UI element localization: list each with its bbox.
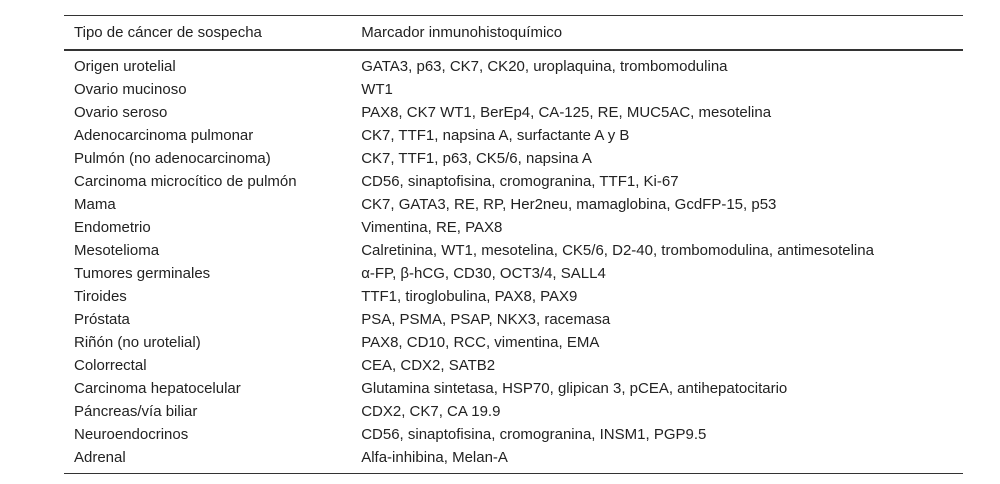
ihc-marker-cell: CK7, TTF1, p63, CK5/6, napsina A (361, 150, 592, 167)
immunohistochemistry-marker-table (64, 15, 963, 474)
ihc-marker-cell: CD56, sinaptofisina, cromogranina, TTF1, Ki-67 (361, 173, 679, 190)
ihc-marker-cell: CDX2, CK7, CA 19.9 (361, 403, 501, 420)
ihc-marker-cell: Alfa-inhibina, Melan-A (361, 449, 508, 466)
table-header (64, 16, 963, 51)
ihc-marker-cell: α-FP, β-hCG, CD30, OCT3/4, SALL4 (361, 265, 606, 282)
cancer-type-cell: Próstata (74, 311, 130, 328)
ihc-marker-cell: PAX8, CD10, RCC, vimentina, EMA (361, 334, 600, 351)
header-row (64, 16, 963, 51)
table-row (64, 262, 963, 285)
marker-table-container (64, 15, 963, 474)
cancer-type-cell: Ovario seroso (74, 104, 168, 121)
table-row (64, 193, 963, 216)
ihc-marker-cell: CK7, TTF1, napsina A, surfactante A y B (361, 127, 630, 144)
table-row (64, 423, 963, 446)
ihc-marker-cell: CD56, sinaptofisina, cromogranina, INSM1, PGP9.5 (361, 426, 707, 443)
ihc-marker-cell: WT1 (361, 81, 393, 98)
table-row (64, 285, 963, 308)
cancer-type-cell: Tumores germinales (74, 265, 211, 282)
table-row (64, 331, 963, 354)
cancer-type-cell: Páncreas/vía biliar (74, 403, 198, 420)
cancer-type-cell: Endometrio (74, 219, 151, 236)
cancer-type-cell: Mama (74, 196, 116, 213)
ihc-marker-cell: PAX8, CK7 WT1, BerEp4, CA-125, RE, MUC5AC, mesotelina (361, 104, 772, 121)
table-row (64, 377, 963, 400)
table-row (64, 50, 963, 78)
table-row (64, 124, 963, 147)
table-row (64, 147, 963, 170)
cancer-type-cell: Tiroides (74, 288, 127, 305)
header-ihc-marker: Marcador inmunohistoquímico (361, 24, 563, 41)
table-row (64, 78, 963, 101)
ihc-marker-cell: CK7, GATA3, RE, RP, Her2neu, mamaglobina, GcdFP-15, p53 (361, 196, 777, 213)
cancer-type-cell: Carcinoma microcítico de pulmón (74, 173, 297, 190)
ihc-marker-cell: Vimentina, RE, PAX8 (361, 219, 503, 236)
table-row (64, 446, 963, 474)
cancer-type-cell: Neuroendocrinos (74, 426, 189, 443)
table-row (64, 239, 963, 262)
table-row (64, 101, 963, 124)
cancer-type-cell: Mesotelioma (74, 242, 160, 259)
table-row (64, 354, 963, 377)
header-cancer-type: Tipo de cáncer de sospecha (74, 24, 262, 41)
table-row (64, 308, 963, 331)
table-row (64, 170, 963, 193)
ihc-marker-cell: TTF1, tiroglobulina, PAX8, PAX9 (361, 288, 578, 305)
cancer-type-cell: Ovario mucinoso (74, 81, 187, 98)
cancer-type-cell: Pulmón (no adenocarcinoma) (74, 150, 271, 167)
ihc-marker-cell: Glutamina sintetasa, HSP70, glipican 3, pCEA, antihepatocitario (361, 380, 788, 397)
cancer-type-cell: Adenocarcinoma pulmonar (74, 127, 254, 144)
cancer-type-cell: Colorrectal (74, 357, 147, 374)
cancer-type-cell: Origen urotelial (74, 58, 176, 75)
ihc-marker-cell: Calretinina, WT1, mesotelina, CK5/6, D2-40, trombomodulina, antimesotelina (361, 242, 874, 259)
table-row (64, 216, 963, 239)
ihc-marker-cell: GATA3, p63, CK7, CK20, uroplaquina, trombomodulina (361, 58, 728, 75)
table-body (64, 50, 963, 474)
cancer-type-cell: Riñón (no urotelial) (74, 334, 201, 351)
ihc-marker-cell: CEA, CDX2, SATB2 (361, 357, 496, 374)
table-row (64, 400, 963, 423)
cancer-type-cell: Adrenal (74, 449, 126, 466)
cancer-type-cell: Carcinoma hepatocelular (74, 380, 241, 397)
ihc-marker-cell: PSA, PSMA, PSAP, NKX3, racemasa (361, 311, 611, 328)
